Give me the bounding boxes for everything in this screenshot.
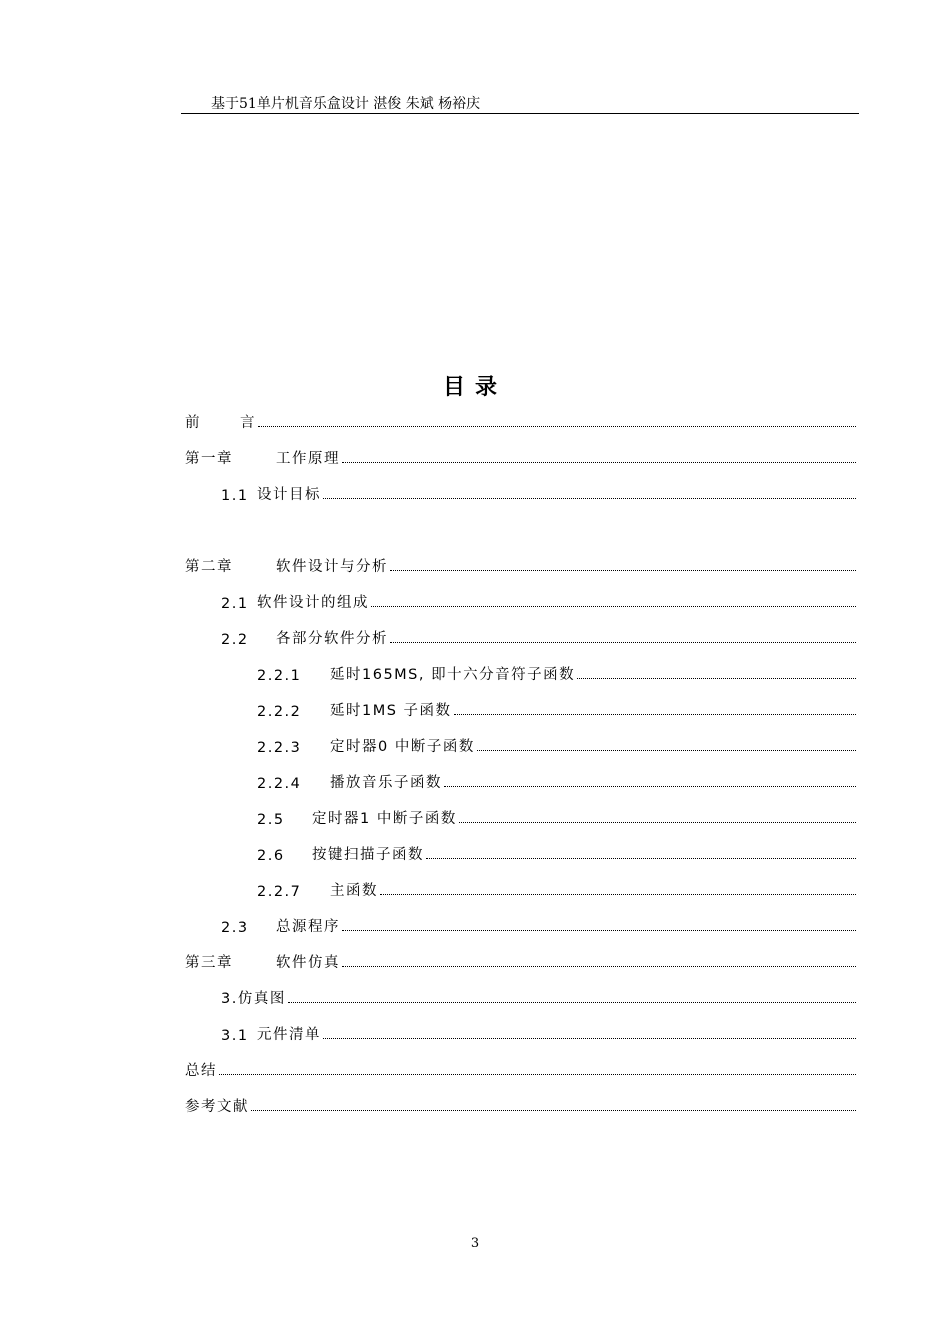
- toc-entry-number: 1.1: [221, 488, 249, 504]
- toc-leader: [342, 461, 856, 463]
- toc-title: 目录: [442, 375, 507, 400]
- toc-entry-number: 2.3: [221, 920, 249, 936]
- toc-leader: [426, 857, 856, 859]
- toc-leader: [371, 605, 856, 607]
- toc-leader: [323, 497, 856, 499]
- toc-entry-label: 定时器0 中断子函数: [330, 739, 475, 755]
- toc-leader: [459, 821, 856, 823]
- toc-entry-2-5[interactable]: [185, 804, 856, 828]
- toc-entry-label: 主函数: [330, 883, 378, 899]
- toc-leader: [251, 1109, 856, 1111]
- toc-entry-label: 言: [240, 415, 256, 431]
- toc-entry-label: 定时器1 中断子函数: [312, 811, 457, 827]
- toc-leader: [390, 569, 856, 571]
- toc-leader: [390, 641, 856, 643]
- toc-entry-label: 总结: [185, 1063, 217, 1079]
- toc-entry-label: 工作原理: [276, 451, 340, 467]
- toc-leader: [342, 929, 856, 931]
- toc-leader: [258, 425, 856, 427]
- toc-entry-label: 元件清单: [257, 1027, 321, 1043]
- toc-entry-number: 前: [185, 415, 201, 431]
- toc-entry-number: 2.5: [257, 812, 285, 828]
- toc-entry-label: 各部分软件分析: [276, 631, 388, 647]
- toc-entry-3-1[interactable]: [185, 1020, 856, 1044]
- toc-leader: [444, 785, 856, 787]
- header-text: 基于51单片机音乐盒设计 湛俊 朱斌 杨裕庆: [211, 96, 481, 112]
- toc-leader: [323, 1037, 856, 1039]
- toc-entry-2-6[interactable]: [185, 840, 856, 864]
- toc-entry-label: 软件设计的组成: [257, 595, 369, 611]
- toc-entry-number: 2.2.4: [257, 776, 302, 792]
- toc-entry-label: 软件仿真: [276, 955, 340, 971]
- toc-entry-label: 软件设计与分析: [276, 559, 388, 575]
- toc-entry-label: 总源程序: [276, 919, 340, 935]
- toc-entry-number: 2.2: [221, 632, 249, 648]
- toc-entry-label: 按键扫描子函数: [312, 847, 424, 863]
- toc-entry-2-2-4[interactable]: [185, 768, 856, 792]
- toc-entry-number: 2.2.7: [257, 884, 302, 900]
- toc-entry-2-3[interactable]: [185, 912, 856, 936]
- toc-entry-1-1[interactable]: [185, 480, 856, 504]
- toc-entry-preface[interactable]: [185, 408, 856, 432]
- toc-entry-chapter-3[interactable]: [185, 948, 856, 972]
- toc-entry-number: 第一章: [185, 451, 233, 467]
- toc-entry-label: 延时165MS, 即十六分音符子函数: [330, 667, 576, 683]
- toc-entry-2-2-3[interactable]: [185, 732, 856, 756]
- toc-entry-number: 2.1: [221, 596, 249, 612]
- toc-leader: [454, 713, 856, 715]
- page-header: [181, 93, 859, 114]
- toc-entry-2-2-2[interactable]: [185, 696, 856, 720]
- toc-leader: [342, 965, 856, 967]
- toc-entry-references[interactable]: [185, 1092, 856, 1116]
- toc-leader: [380, 893, 856, 895]
- toc-entry-number: 2.2.2: [257, 704, 302, 720]
- toc-entry-summary[interactable]: [185, 1056, 856, 1080]
- toc-entry-label: 延时1MS 子函数: [330, 703, 452, 719]
- toc-entry-label: 设计目标: [257, 487, 321, 503]
- toc-leader: [288, 1001, 856, 1003]
- toc-leader: [477, 749, 856, 751]
- toc-leader: [577, 677, 856, 679]
- toc-entry-2-2[interactable]: [185, 624, 856, 648]
- toc-entry-number: 第三章: [185, 955, 233, 971]
- toc-entry-number: 2.2.3: [257, 740, 302, 756]
- page-number: 3: [470, 1236, 480, 1251]
- toc-entry-2-2-7[interactable]: [185, 876, 856, 900]
- toc-entry-2-2-1[interactable]: [185, 660, 856, 684]
- toc-entry-chapter-2[interactable]: [185, 552, 856, 576]
- toc-leader: [219, 1073, 856, 1075]
- toc-entry-number: 2.6: [257, 848, 285, 864]
- toc-entry-2-1[interactable]: [185, 588, 856, 612]
- toc-entry-number: 3.1: [221, 1028, 249, 1044]
- toc-entry-label: 3.仿真图: [221, 991, 286, 1007]
- toc-entry-label: 播放音乐子函数: [330, 775, 442, 791]
- toc-entry-number: 2.2.1: [257, 668, 302, 684]
- toc-entry-chapter-1[interactable]: [185, 444, 856, 468]
- toc-entry-number: 第二章: [185, 559, 233, 575]
- toc-entry-3[interactable]: [185, 984, 856, 1008]
- toc-entry-label: 参考文献: [185, 1099, 249, 1115]
